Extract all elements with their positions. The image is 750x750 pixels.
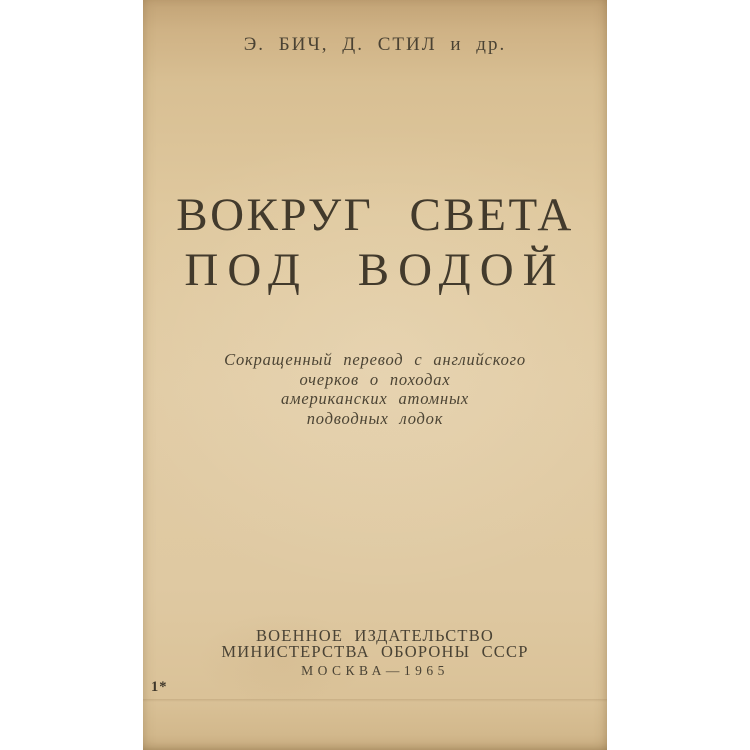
subtitle-line: американских атомных — [280, 389, 470, 408]
publisher-line-2: МИНИСТЕРСТВА ОБОРОНЫ СССР — [221, 642, 529, 661]
book-title-line-2: ПОД ВОДОЙ — [184, 244, 566, 296]
subtitle-line: Сокращенный перевод с английского — [224, 350, 526, 369]
author-line: Э. БИЧ, Д. СТИЛ и др. — [243, 34, 507, 55]
book-title-line-1: ВОКРУГ СВЕТА — [176, 189, 574, 241]
publisher-line-1: ВОЕННОЕ ИЗДАТЕЛЬСТВО — [255, 626, 495, 645]
book-title-page — [143, 0, 607, 750]
subtitle-line: подводных лодок — [306, 408, 444, 428]
subtitle-block — [143, 350, 607, 428]
city-year-line: МОСКВА—1965 — [301, 663, 449, 678]
subtitle-line: очерков о походах — [299, 369, 451, 389]
signature-mark: 1* — [151, 679, 168, 695]
page-crease — [143, 699, 607, 702]
